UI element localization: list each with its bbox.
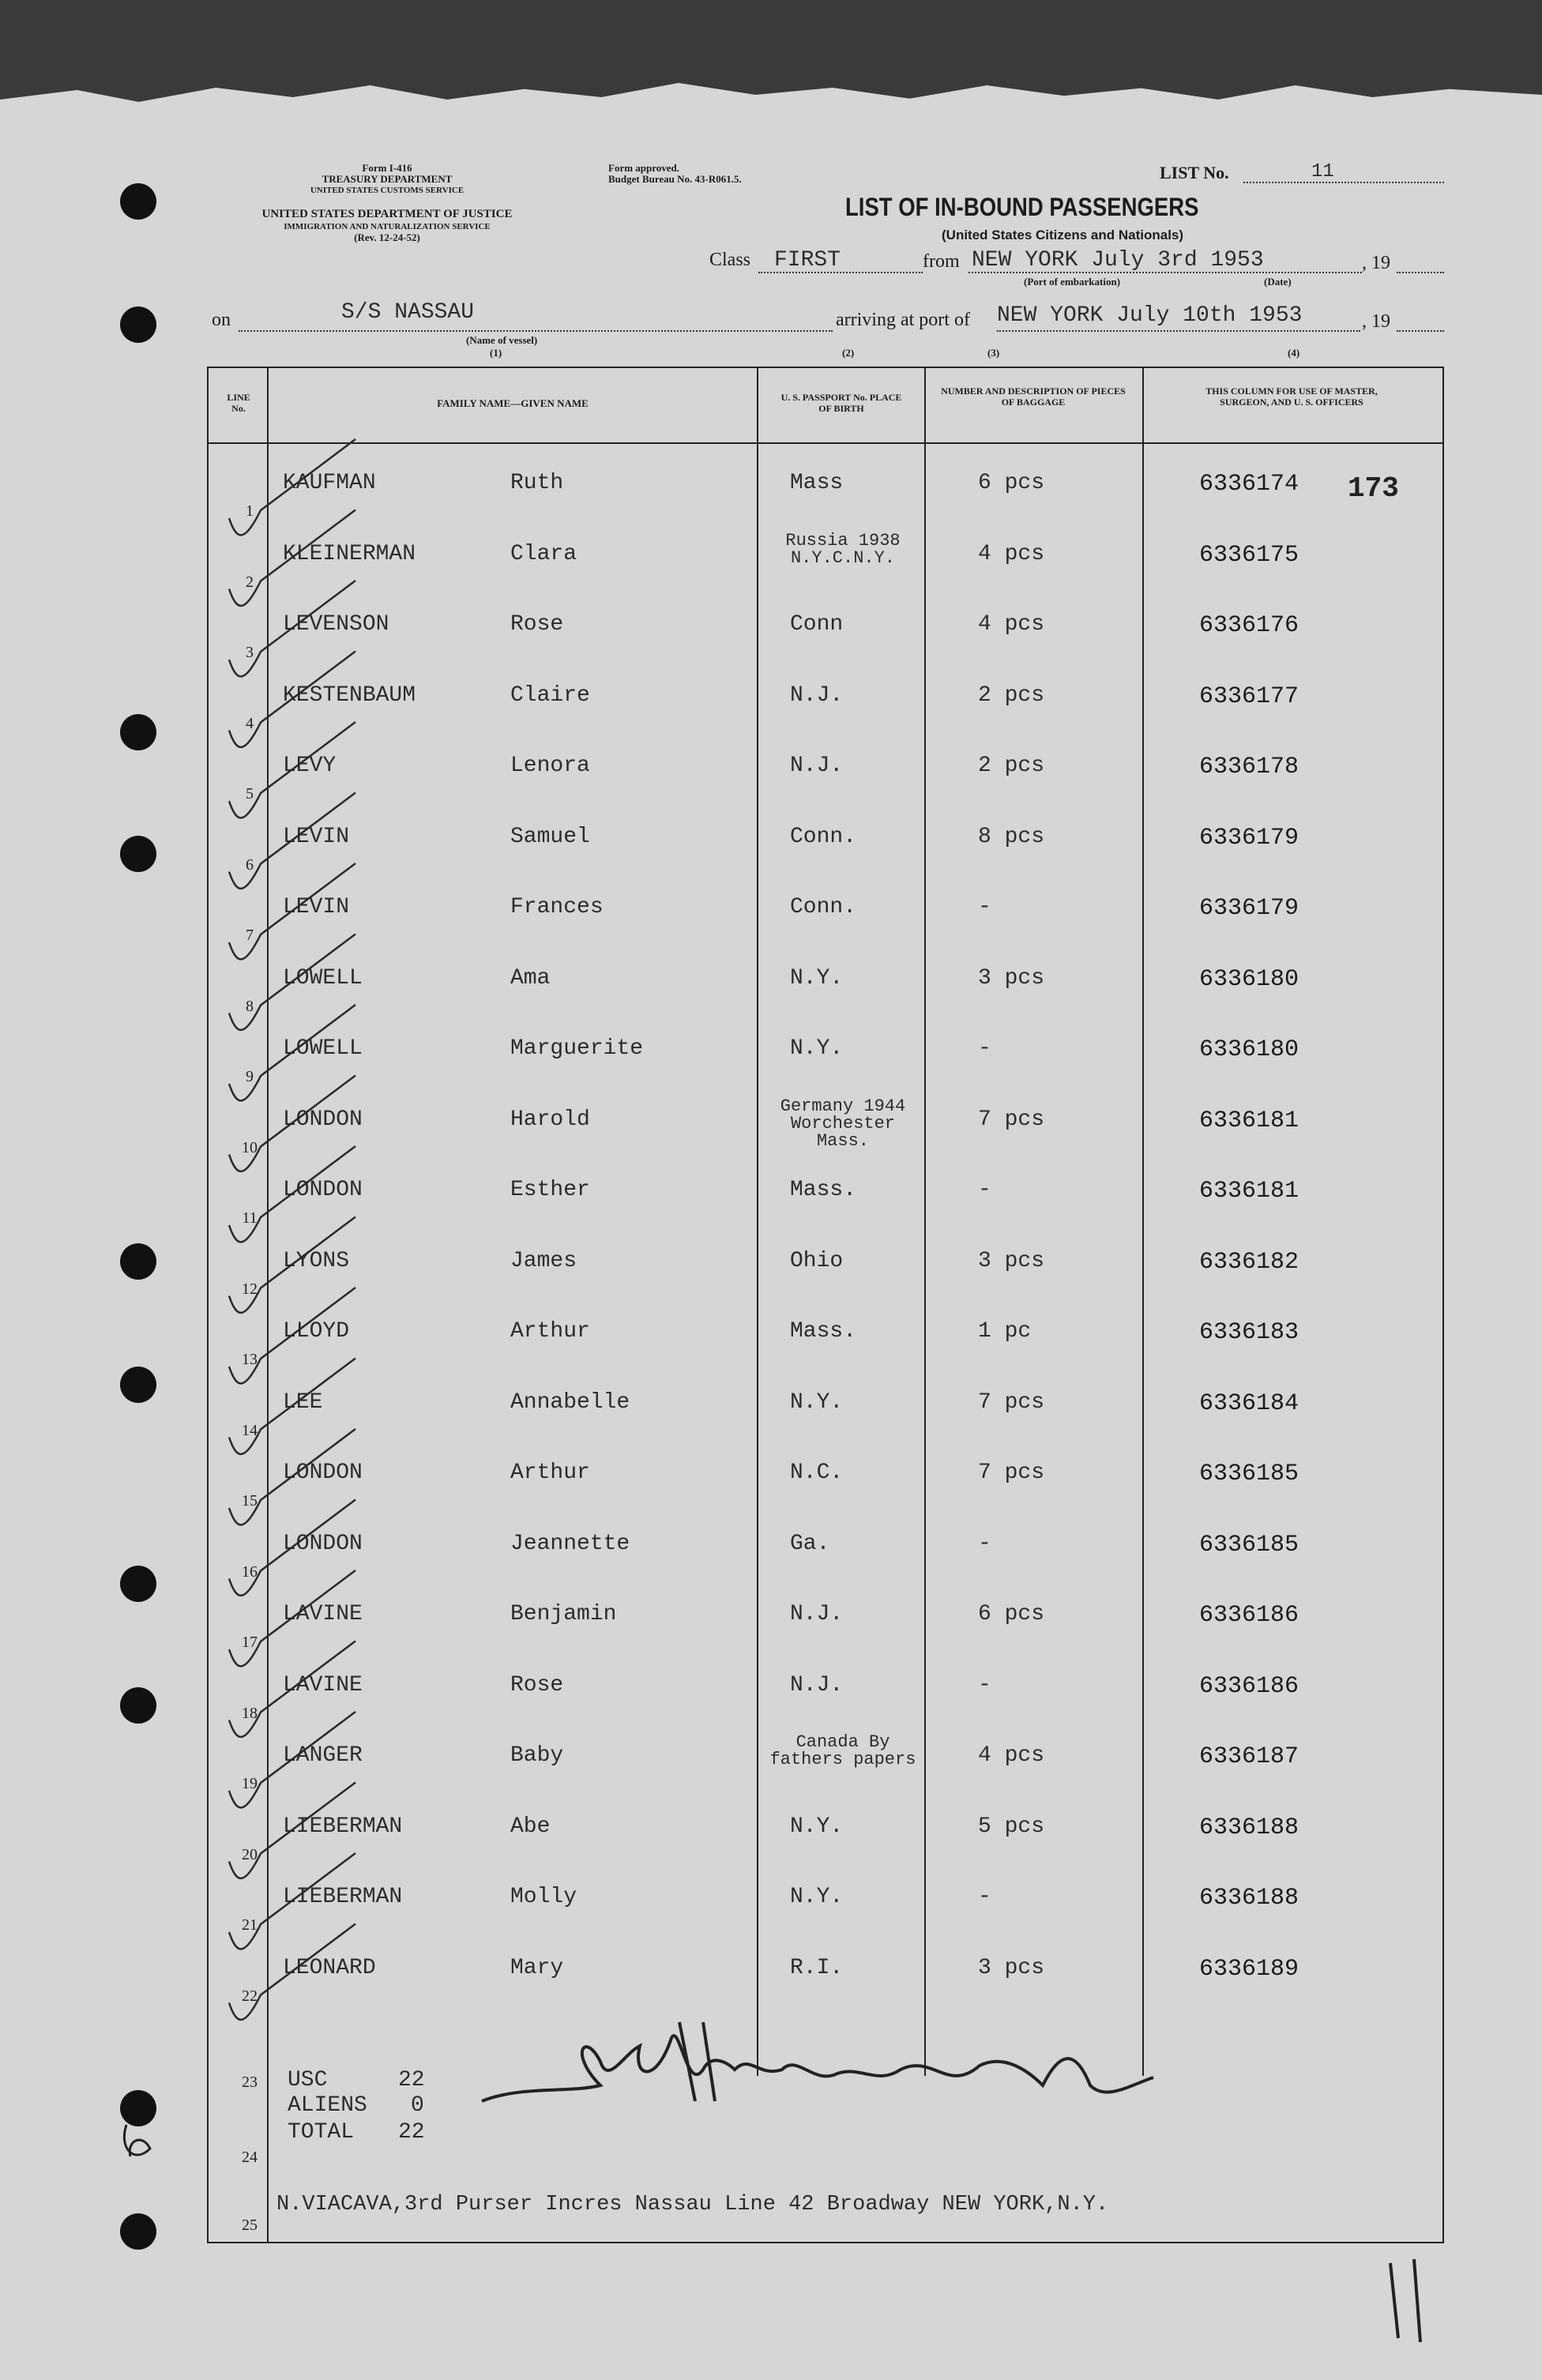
punch-hole-icon bbox=[120, 836, 156, 872]
list-number-label: LIST No. bbox=[1160, 163, 1229, 182]
officer-number: 6336187 bbox=[1199, 1743, 1299, 1770]
on-label: on bbox=[212, 310, 231, 330]
officer-number: 6336185 bbox=[1199, 1531, 1299, 1558]
baggage-count: - bbox=[978, 1672, 991, 1698]
torn-top-edge bbox=[0, 0, 1542, 103]
place-of-birth: Ohio bbox=[790, 1248, 844, 1273]
family-name: LYONS bbox=[283, 1248, 350, 1273]
line-number: 1 bbox=[246, 502, 254, 520]
given-name: Molly bbox=[510, 1885, 577, 1909]
revision: (Rev. 12-24-52) bbox=[354, 231, 420, 243]
baggage-count: 7 pcs bbox=[978, 1389, 1045, 1415]
arriving-label: arriving at port of bbox=[836, 310, 970, 330]
baggage-count: 3 pcs bbox=[978, 1248, 1045, 1273]
officer-number: 6336175 bbox=[1199, 541, 1299, 569]
officer-number: 6336188 bbox=[1199, 1814, 1299, 1841]
line-number: 6 bbox=[246, 855, 254, 874]
punch-hole-icon bbox=[120, 1566, 156, 1602]
family-name: LIEBERMAN bbox=[283, 1814, 403, 1839]
baggage-count: 6 pcs bbox=[978, 1602, 1045, 1626]
line-number-24: 24 bbox=[242, 2149, 258, 2166]
line-number: 5 bbox=[246, 785, 254, 803]
officer-number: 6336174 bbox=[1199, 471, 1299, 498]
officer-number: 6336189 bbox=[1199, 1955, 1299, 1983]
date-caption: (Date) bbox=[1264, 276, 1292, 288]
baggage-count: 3 pcs bbox=[978, 1955, 1045, 1980]
year-suffix: , 19 bbox=[1362, 253, 1390, 273]
place-of-birth: N.J. bbox=[790, 1672, 844, 1698]
form-number: Form I-416 bbox=[362, 162, 412, 174]
place-of-birth: N.J. bbox=[790, 1602, 844, 1626]
given-name: Samuel bbox=[510, 824, 590, 849]
officer-number: 6336181 bbox=[1199, 1107, 1299, 1134]
line-number: 3 bbox=[246, 644, 254, 661]
given-name: Ama bbox=[510, 965, 551, 991]
officer-number: 6336181 bbox=[1199, 1178, 1299, 1205]
arrival-value: NEW YORK July 10th 1953 bbox=[997, 303, 1303, 328]
line-number: 17 bbox=[242, 1634, 258, 1651]
col-header-line-no: LINE No. bbox=[227, 392, 250, 414]
family-name: LIEBERMAN bbox=[283, 1885, 403, 1909]
col-header-baggage: NUMBER AND DESCRIPTION OF PIECES OF BAGGAGE bbox=[941, 385, 1126, 408]
family-name: LEVIN bbox=[283, 895, 350, 919]
caption-2: (2) bbox=[842, 347, 855, 359]
place-of-birth: N.J. bbox=[790, 682, 844, 708]
baggage-count: 2 pcs bbox=[978, 754, 1045, 778]
customs-service: UNITED STATES CUSTOMS SERVICE bbox=[310, 186, 464, 195]
place-of-birth: Ga. bbox=[790, 1531, 830, 1556]
justice-dept: UNITED STATES DEPARTMENT OF JUSTICE bbox=[261, 208, 513, 220]
line-number: 4 bbox=[246, 714, 254, 732]
line-number: 18 bbox=[242, 1704, 258, 1722]
punch-hole-icon bbox=[120, 306, 156, 343]
place-of-birth: Conn bbox=[790, 612, 844, 637]
port-caption: (Port of embarkation) bbox=[1024, 276, 1121, 288]
line-number: 8 bbox=[246, 997, 254, 1015]
family-name: LEVIN bbox=[283, 824, 350, 849]
line-number-25: 25 bbox=[242, 2216, 258, 2234]
family-name: LONDON bbox=[283, 1461, 363, 1485]
caption-4: (4) bbox=[1288, 347, 1300, 359]
given-name: Frances bbox=[510, 895, 604, 919]
family-name: LOWELL bbox=[283, 1036, 363, 1061]
year-underline bbox=[1397, 272, 1444, 273]
baggage-count: 4 pcs bbox=[978, 1743, 1045, 1768]
place-of-birth: N.Y. bbox=[790, 1814, 844, 1839]
family-name: LAVINE bbox=[283, 1602, 363, 1626]
given-name: Annabelle bbox=[510, 1389, 630, 1415]
given-name: Jeannette bbox=[510, 1531, 630, 1556]
aliens-count: 0 bbox=[411, 2093, 424, 2118]
baggage-count: 2 pcs bbox=[978, 682, 1045, 708]
punch-hole-icon bbox=[120, 714, 156, 750]
line-number: 21 bbox=[242, 1916, 258, 1934]
given-name: Claire bbox=[510, 682, 590, 708]
baggage-count: 5 pcs bbox=[978, 1814, 1045, 1839]
form-approved: Form approved. bbox=[608, 162, 680, 174]
handwritten-173: 173 bbox=[1348, 472, 1399, 505]
punch-hole-icon bbox=[120, 1243, 156, 1280]
family-name: LEVENSON bbox=[283, 612, 389, 637]
line-number: 11 bbox=[242, 1209, 258, 1227]
given-name: Harold bbox=[510, 1107, 590, 1132]
punch-hole-icon bbox=[120, 2090, 156, 2126]
baggage-count: - bbox=[978, 1885, 991, 1909]
baggage-count: - bbox=[978, 895, 991, 919]
from-value: NEW YORK July 3rd 1953 bbox=[972, 248, 1264, 273]
officer-number: 6336186 bbox=[1199, 1602, 1299, 1629]
place-of-birth: N.C. bbox=[790, 1461, 844, 1485]
family-name: LLOYD bbox=[283, 1319, 350, 1344]
baggage-count: - bbox=[978, 1531, 991, 1556]
vessel-name: S/S NASSAU bbox=[341, 300, 475, 325]
family-name: LEVY bbox=[283, 754, 337, 778]
given-name: Marguerite bbox=[510, 1036, 644, 1061]
officer-number: 6336180 bbox=[1199, 965, 1299, 993]
baggage-count: 8 pcs bbox=[978, 824, 1045, 849]
place-of-birth: N.Y. bbox=[790, 965, 844, 991]
place-of-birth: Russia 1938 N.Y.C.N.Y. bbox=[785, 532, 901, 568]
baggage-count: 7 pcs bbox=[978, 1107, 1045, 1132]
page-subtitle: (United States Citizens and Nationals) bbox=[942, 227, 1184, 243]
col-header-name: FAMILY NAME—GIVEN NAME bbox=[437, 397, 589, 409]
budget-bureau: Budget Bureau No. 43-R061.5. bbox=[608, 173, 742, 185]
officer-number: 6336184 bbox=[1199, 1389, 1299, 1417]
line-number: 7 bbox=[246, 927, 254, 944]
officer-number: 6336188 bbox=[1199, 1885, 1299, 1912]
family-name: LONDON bbox=[283, 1178, 363, 1202]
family-name: LOWELL bbox=[283, 965, 363, 991]
class-label: Class bbox=[709, 250, 751, 270]
col-header-passport: U. S. PASSPORT No. PLACE OF BIRTH bbox=[780, 392, 902, 414]
officer-number: 6336186 bbox=[1199, 1672, 1299, 1700]
line-number: 2 bbox=[246, 573, 254, 591]
given-name: James bbox=[510, 1248, 577, 1273]
baggage-count: 4 pcs bbox=[978, 612, 1045, 637]
punch-hole-icon bbox=[120, 2213, 156, 2250]
place-of-birth: N.Y. bbox=[790, 1885, 844, 1909]
family-name: KAUFMAN bbox=[283, 471, 376, 495]
baggage-count: - bbox=[978, 1178, 991, 1202]
given-name: Arthur bbox=[510, 1461, 590, 1485]
given-name: Benjamin bbox=[510, 1602, 617, 1626]
header-divider bbox=[207, 442, 1444, 444]
col-header-officers: THIS COLUMN FOR USE OF MASTER, SURGEON, AND U. S. OFFICERS bbox=[1205, 385, 1378, 408]
family-name: LEONARD bbox=[283, 1955, 376, 1980]
baggage-count: - bbox=[978, 1036, 991, 1061]
caption-1: (1) bbox=[490, 347, 502, 359]
vessel-caption: (Name of vessel) bbox=[466, 334, 538, 346]
arrival-underline bbox=[997, 330, 1360, 332]
aliens-label: ALIENS bbox=[288, 2093, 367, 2118]
line-number: 22 bbox=[242, 1987, 258, 2005]
total-label: TOTAL bbox=[288, 2120, 355, 2145]
list-number-underline bbox=[1243, 182, 1444, 183]
place-of-birth: N.Y. bbox=[790, 1036, 844, 1061]
family-name: LANGER bbox=[283, 1743, 363, 1768]
line-number: 13 bbox=[242, 1351, 258, 1368]
page-title: LIST OF IN-BOUND PASSENGERS bbox=[845, 193, 1199, 221]
given-name: Abe bbox=[510, 1814, 551, 1839]
line-number: 16 bbox=[242, 1562, 258, 1581]
baggage-count: 7 pcs bbox=[978, 1461, 1045, 1485]
ins-service: IMMIGRATION AND NATURALIZATION SERVICE bbox=[284, 222, 491, 231]
given-name: Rose bbox=[510, 612, 564, 637]
given-name: Esther bbox=[510, 1178, 590, 1202]
officer-number: 6336180 bbox=[1199, 1036, 1299, 1063]
punch-hole-icon bbox=[120, 183, 156, 220]
baggage-count: 6 pcs bbox=[978, 471, 1045, 495]
place-of-birth: Canada By fathers papers bbox=[769, 1734, 916, 1769]
line-number-23: 23 bbox=[242, 2074, 258, 2091]
usc-label: USC bbox=[288, 2068, 328, 2092]
punch-hole-icon bbox=[120, 1367, 156, 1403]
place-of-birth: N.J. bbox=[790, 754, 844, 778]
line-number: 20 bbox=[242, 1845, 258, 1863]
baggage-count: 4 pcs bbox=[978, 541, 1045, 566]
place-of-birth: N.Y. bbox=[790, 1389, 844, 1415]
family-name: LEE bbox=[283, 1389, 323, 1415]
given-name: Arthur bbox=[510, 1319, 590, 1344]
officer-number: 6336178 bbox=[1199, 754, 1299, 780]
caption-3: (3) bbox=[987, 347, 1000, 359]
officer-number: 6336176 bbox=[1199, 612, 1299, 639]
line-number: 15 bbox=[242, 1492, 258, 1510]
family-name: LAVINE bbox=[283, 1672, 363, 1698]
line-number: 12 bbox=[242, 1280, 258, 1298]
place-of-birth: Germany 1944 Worchester Mass. bbox=[780, 1097, 906, 1151]
usc-count: 22 bbox=[398, 2068, 425, 2092]
year-underline-2 bbox=[1397, 330, 1444, 332]
place-of-birth: Conn. bbox=[790, 824, 857, 849]
given-name: Mary bbox=[510, 1955, 564, 1980]
family-name: LONDON bbox=[283, 1531, 363, 1556]
punch-hole-icon bbox=[120, 1687, 156, 1724]
list-number: 11 bbox=[1311, 161, 1334, 182]
line-number: 10 bbox=[242, 1138, 258, 1156]
officer-number: 6336177 bbox=[1199, 682, 1299, 710]
vessel-underline bbox=[239, 330, 833, 332]
line-number: 19 bbox=[242, 1775, 258, 1792]
given-name: Clara bbox=[510, 541, 577, 566]
family-name: KESTENBAUM bbox=[283, 682, 416, 708]
treasury-dept: TREASURY DEPARTMENT bbox=[322, 173, 453, 185]
officer-number: 6336182 bbox=[1199, 1248, 1299, 1276]
officer-number: 6336179 bbox=[1199, 824, 1299, 852]
place-of-birth: Conn. bbox=[790, 895, 857, 919]
year-suffix-2: , 19 bbox=[1362, 311, 1390, 332]
purser-line: N.VIACAVA,3rd Purser Incres Nassau Line 42 Broadway NEW YORK,N.Y. bbox=[276, 2193, 1109, 2216]
place-of-birth: Mass bbox=[790, 471, 844, 495]
family-name: LONDON bbox=[283, 1107, 363, 1132]
officer-number: 6336179 bbox=[1199, 895, 1299, 922]
baggage-count: 1 pc bbox=[978, 1319, 1032, 1344]
from-label: from bbox=[923, 251, 960, 272]
given-name: Rose bbox=[510, 1672, 564, 1698]
total-count: 22 bbox=[398, 2120, 425, 2145]
place-of-birth: R.I. bbox=[790, 1955, 844, 1980]
officer-number: 6336185 bbox=[1199, 1461, 1299, 1487]
line-number: 9 bbox=[246, 1068, 254, 1085]
given-name: Baby bbox=[510, 1743, 564, 1768]
place-of-birth: Mass. bbox=[790, 1319, 857, 1344]
line-number: 14 bbox=[242, 1421, 258, 1439]
place-of-birth: Mass. bbox=[790, 1178, 857, 1202]
given-name: Lenora bbox=[510, 754, 590, 778]
baggage-count: 3 pcs bbox=[978, 965, 1045, 991]
given-name: Ruth bbox=[510, 471, 564, 495]
class-value: FIRST bbox=[774, 248, 841, 273]
family-name: KLEINERMAN bbox=[283, 541, 416, 566]
officer-number: 6336183 bbox=[1199, 1319, 1299, 1346]
